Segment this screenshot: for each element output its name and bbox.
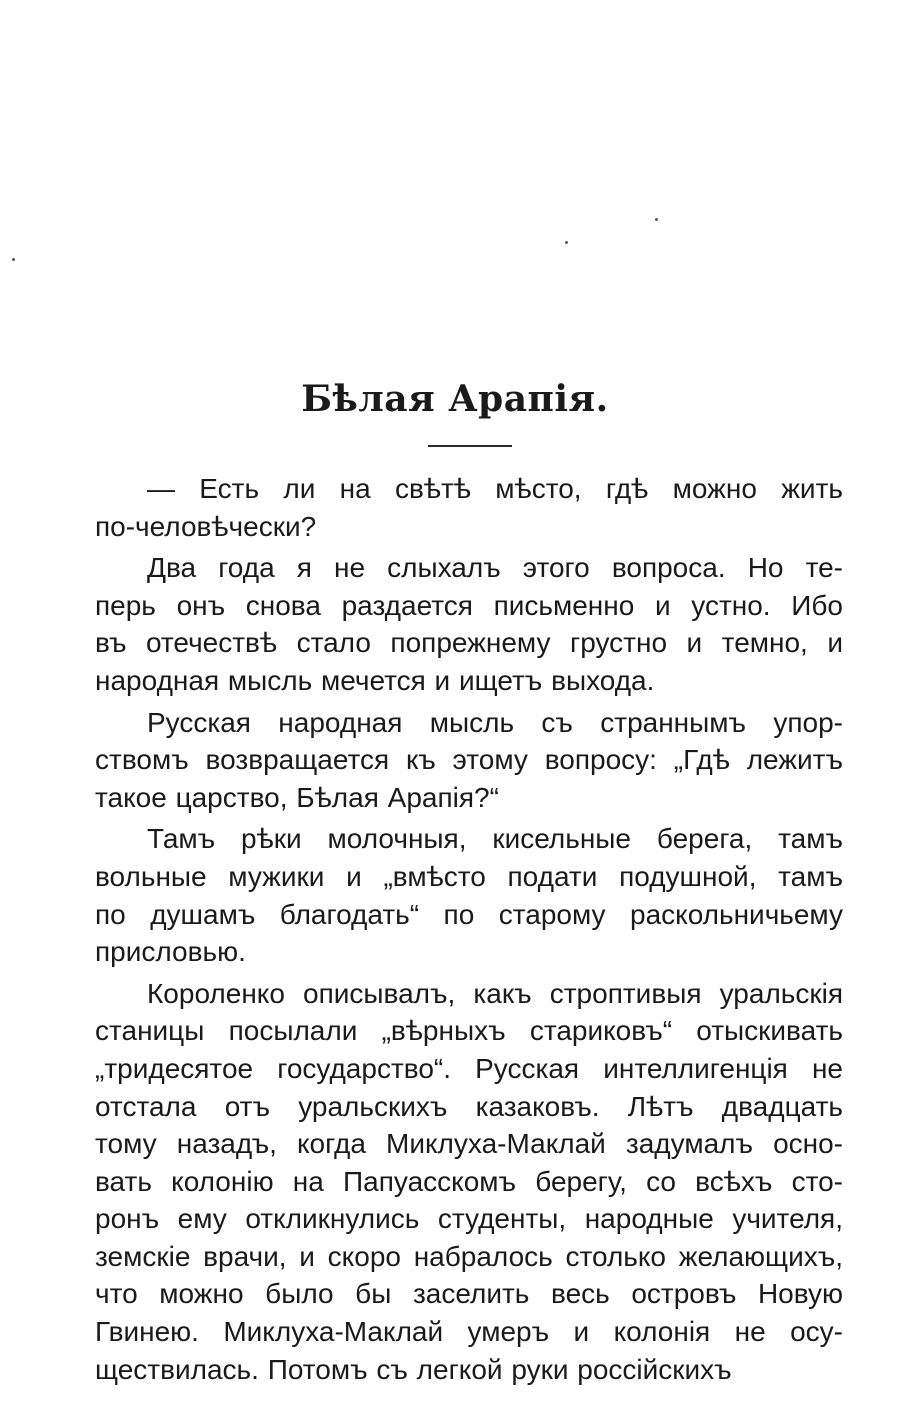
text-line: Короленко описывалъ, какъ строптивыя уральскія — [147, 977, 843, 1009]
text-line: вольные мужики и „вмѣсто подати подушной, тамъ — [95, 860, 843, 892]
text-line: „тридесятое государство“. Русская интеллигенція не — [95, 1052, 843, 1084]
text-line: ствомъ возвращается къ этому вопросу: „Гдѣ лежитъ — [95, 744, 843, 776]
text-line: перь онъ снова раздается письменно и устно. Ибо — [95, 589, 843, 621]
print-speck — [565, 241, 568, 244]
text-line: въ отечествѣ стало попрежнему грустно и темно, и — [95, 627, 843, 659]
text-line: присловью. — [95, 936, 246, 968]
text-line: земскіе врачи, и скоро набралось столько желающихъ, — [95, 1240, 843, 1272]
paragraph — [95, 549, 843, 699]
text-line: по-человѣчески? — [95, 510, 317, 542]
text-line: ронъ ему откликнулись студенты, народные учителя, — [95, 1203, 843, 1235]
text-line: Два года я не слыхалъ этого вопроса. Но те- — [147, 552, 843, 584]
paragraph — [95, 820, 843, 970]
text-line: Русская народная мысль съ страннымъ упор- — [147, 706, 843, 738]
paragraph — [95, 470, 843, 545]
text-line: Гвинею. Миклуха-Маклай умеръ и колонія не осу- — [95, 1316, 843, 1348]
text-line: что можно было бы заселить весь островъ Новую — [95, 1278, 843, 1310]
chapter-title: Бѣлая Арапія. — [301, 378, 609, 420]
paragraph — [95, 975, 843, 1389]
text-line: такое царство, Бѣлая Арапія?“ — [95, 781, 499, 813]
text-line: народная мысль мечется и ищетъ выхода. — [95, 664, 655, 696]
text-line: Тамъ рѣки молочныя, кисельные берега, тамъ — [147, 823, 843, 855]
body-text — [95, 470, 843, 1392]
text-line: ществилась. Потомъ съ легкой руки россійскихъ — [95, 1353, 732, 1385]
paragraph — [95, 704, 843, 817]
text-line: по душамъ благодать“ по старому раскольничьему — [95, 898, 843, 930]
text-line: станицы посылали „вѣрныхъ стариковъ“ отыскивать — [95, 1015, 843, 1047]
print-speck — [655, 218, 658, 221]
text-line: тому назадъ, когда Миклуха-Маклай задумалъ осно- — [95, 1128, 843, 1160]
text-line: отстала отъ уральскихъ казаковъ. Лѣтъ двадцать — [95, 1090, 843, 1122]
print-speck — [12, 258, 15, 261]
text-line: — Есть ли на свѣтѣ мѣсто, гдѣ можно жить — [147, 473, 843, 504]
text-line: вать колонію на Папуасскомъ берегу, со всѣхъ сто- — [95, 1165, 843, 1197]
title-divider — [428, 445, 512, 447]
